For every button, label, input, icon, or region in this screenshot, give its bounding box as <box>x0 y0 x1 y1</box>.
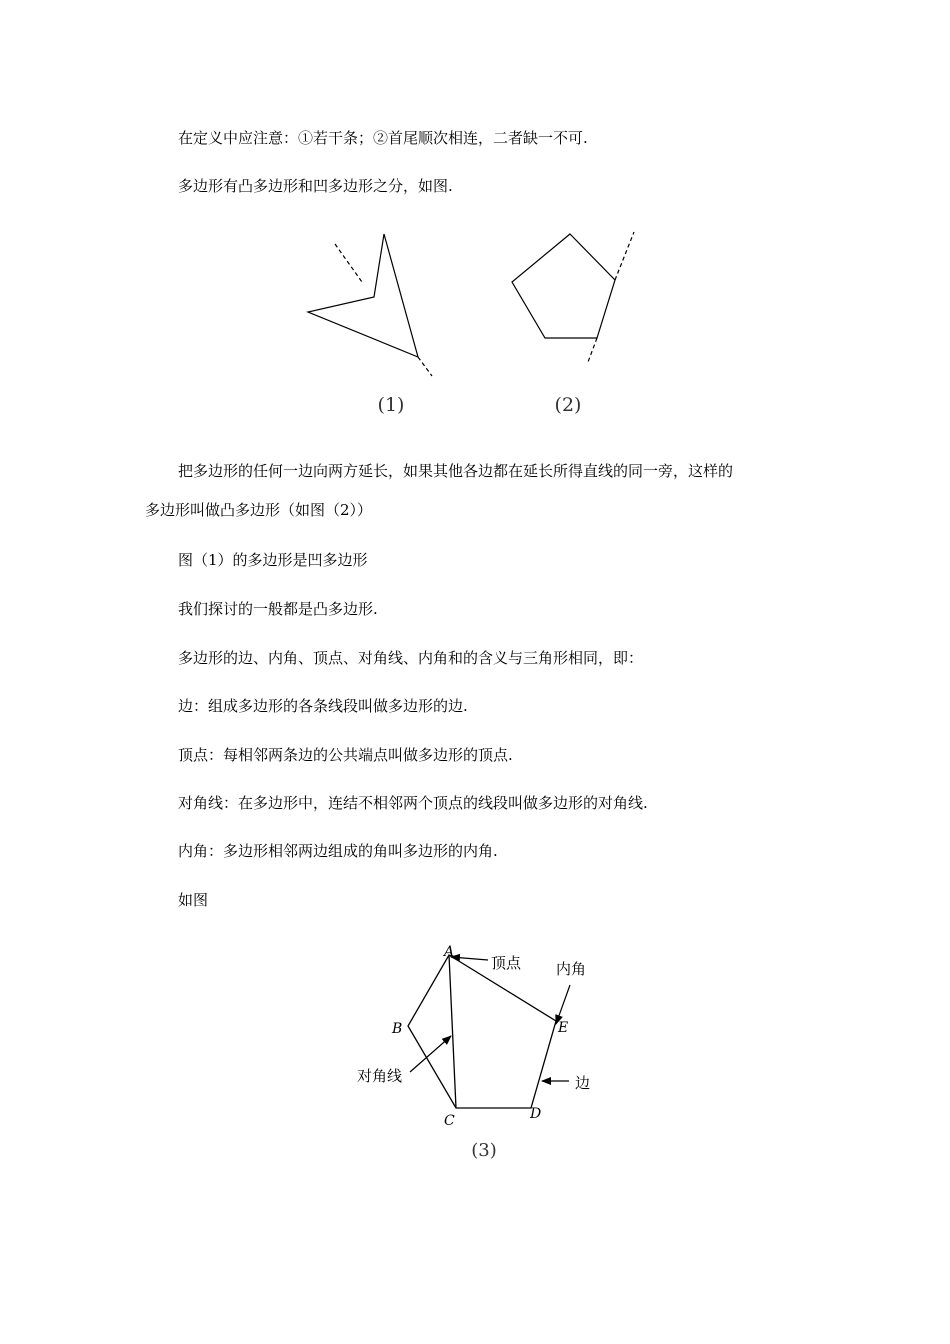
vertex-label-c: C <box>444 1113 455 1129</box>
vertex-label-b: B <box>392 1021 403 1037</box>
paragraph-as-figure: 如图 <box>178 891 209 909</box>
paragraph-study-convex: 我们探讨的一般都是凸多边形. <box>178 600 378 618</box>
label-vertex: 顶点 <box>491 954 522 972</box>
vertex-label-d: D <box>530 1106 542 1122</box>
figure-pentagon-parts <box>0 935 950 1165</box>
convex-pentagon <box>512 232 634 362</box>
paragraph-meaning: 多边形的边、内角、顶点、对角线、内角和的含义与三角形相同，即： <box>178 649 644 667</box>
paragraph-diagonal-definition: 对角线：在多边形中，连结不相邻两个顶点的线段叫做多边形的对角线. <box>178 794 648 812</box>
paragraph-definition-note: 在定义中应注意：①若干条；②首尾顺次相连，二者缺一不可. <box>178 129 588 147</box>
label-diagonal: 对角线 <box>357 1067 403 1085</box>
vertex-label-e: E <box>558 1020 569 1036</box>
paragraph-figure1-concave: 图（1）的多边形是凹多边形 <box>178 551 368 569</box>
paragraph-side-definition: 边：组成多边形的各条线段叫做多边形的边. <box>178 697 468 715</box>
label-side: 边 <box>575 1074 591 1092</box>
diagonal-ac <box>449 955 456 1108</box>
vertex-label-a: A <box>444 944 455 960</box>
diagonal-arrow <box>410 1036 451 1072</box>
caption-figure-3: (3) <box>471 1140 497 1161</box>
paragraph-convex-definition-2: 多边形叫做凸多边形（如图（2）） <box>145 501 373 519</box>
figure-convex-concave <box>0 220 950 440</box>
pentagon-abcde <box>408 955 556 1108</box>
paragraph-convex-definition-1: 把多边形的任何一边向两方延长，如果其他各边都在延长所得直线的同一旁，这样的 <box>178 462 734 480</box>
caption-figure-1: (1) <box>377 394 405 416</box>
interior-angle-arrow <box>556 985 570 1024</box>
label-interior-angle: 内角 <box>556 960 587 978</box>
caption-figure-2: (2) <box>554 394 582 416</box>
paragraph-interior-angle-definition: 内角：多边形相邻两边组成的角叫多边形的内角. <box>178 842 498 860</box>
paragraph-vertex-definition: 顶点：每相邻两条边的公共端点叫做多边形的顶点. <box>178 746 513 764</box>
concave-polygon <box>308 234 432 376</box>
paragraph-convex-concave: 多边形有凸多边形和凹多边形之分，如图. <box>178 177 453 195</box>
